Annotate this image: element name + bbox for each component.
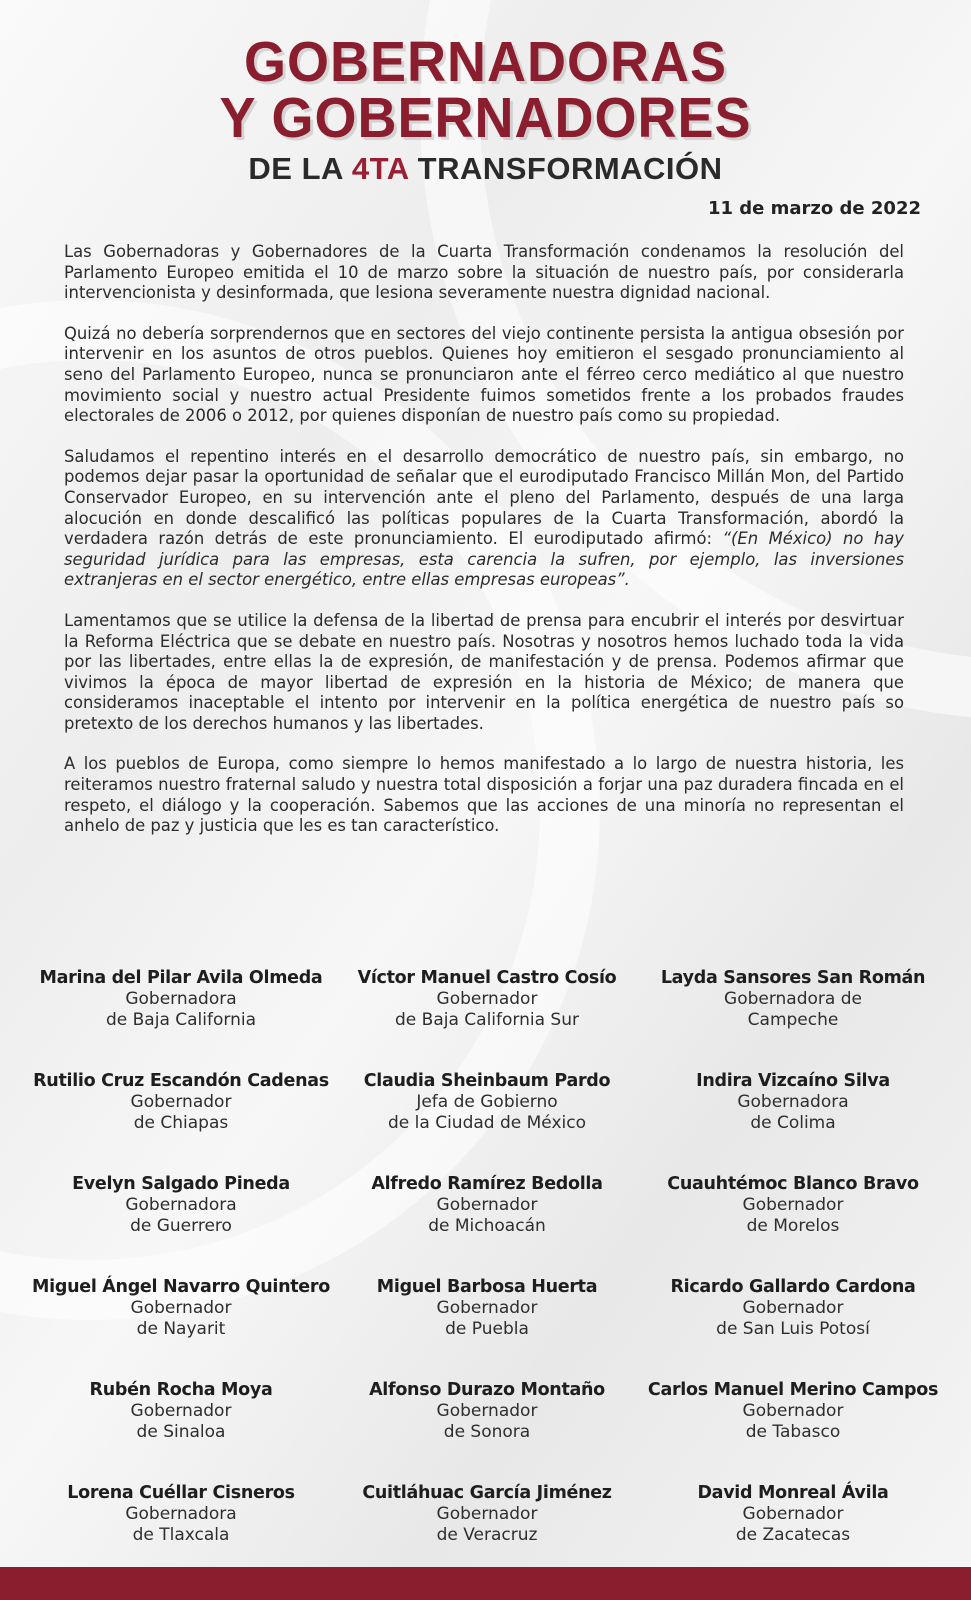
signatory-name: Indira Vizcaíno Silva [696, 1071, 890, 1091]
signatory-state: de Guerrero [130, 1216, 232, 1236]
signatory-name: Layda Sansores San Román [660, 968, 926, 988]
signatory-state: de la Ciudad de México [388, 1113, 586, 1133]
signatory-role: Gobernadora [125, 989, 237, 1009]
signatory-role: Gobernador [130, 1092, 232, 1112]
paragraph-5: A los pueblos de Europa, como siempre lo hemos manifestado a lo largo de nuestra historia, les reiteramos nuestro fraternal saludo y nuestra total disposición a forjar una paz duradera fincada en el respeto, el diálogo y la cooperación. Sabemos que las acciones de una minoría no representan el anhelo de paz y justicia que les es tan característico. [64, 754, 904, 836]
signatory-state: de Morelos [746, 1216, 840, 1236]
signature-block [334, 1071, 640, 1134]
signatory-role: Gobernadora de [724, 989, 862, 1009]
letterhead [0, 30, 971, 188]
signatory-role: Gobernadora [737, 1092, 849, 1112]
signature-block [640, 1174, 946, 1237]
signature-block [334, 968, 640, 1031]
signature-block [28, 1174, 334, 1237]
signatory-name: Cuitláhuac García Jiménez [362, 1483, 612, 1503]
signature-block [640, 1380, 946, 1443]
signatory-state: de Michoacán [428, 1216, 546, 1236]
signatory-name: Cuauhtémoc Blanco Bravo [667, 1174, 919, 1194]
paragraph-3 [64, 447, 904, 591]
signature-block [334, 1380, 640, 1443]
signatory-name: Rubén Rocha Moya [89, 1380, 273, 1400]
signatory-name: Marina del Pilar Avila Olmeda [39, 968, 323, 988]
signatory-role: Gobernador [130, 1401, 232, 1421]
signatory-state: de Nayarit [136, 1319, 226, 1339]
letter-body [64, 242, 904, 857]
signatory-state: de Baja California [105, 1010, 256, 1030]
signatory-state: de Sonora [443, 1422, 531, 1442]
signatory-role: Gobernadora [125, 1504, 237, 1524]
signature-block [640, 1277, 946, 1340]
signature-block [28, 1483, 334, 1546]
signatory-role: Gobernador [436, 989, 538, 1009]
signatory-name: Evelyn Salgado Pineda [72, 1174, 290, 1194]
signatory-state: de Zacatecas [735, 1525, 851, 1545]
footer-bar [0, 1567, 971, 1600]
signatory-name: Miguel Barbosa Huerta [376, 1277, 598, 1297]
subtitle-post: TRANSFORMACIÓN [408, 151, 723, 186]
signature-block [334, 1277, 640, 1340]
signatory-role: Gobernador [436, 1504, 538, 1524]
signatory-name: Alfredo Ramírez Bedolla [371, 1174, 603, 1194]
paragraph-3-quote: “(En México) no hay seguridad jurídica para las empresas, esta carencia la sufren, por ejemplo, las inversiones extranjeras en el sector energético, entre ellas empresas europeas”. [64, 529, 904, 590]
subtitle [0, 150, 971, 188]
signatory-name: Carlos Manuel Merino Campos [647, 1380, 939, 1400]
paragraph-2: Quizá no debería sorprendernos que en sectores del viejo continente persista la antigua obsesión por intervenir en los asuntos de otros pueblos. Quienes hoy emitieron el sesgado pronunciamiento al seno del Parlamento Europeo, nunca se pronunciaron ante el férreo cerco mediático al que nuestro movimiento social y nuestro actual Presidente fuimos sometidos frente a los probados fraudes electorales de 2006 o 2012, por quienes disponían de nuestro país como su propiedad. [64, 323, 904, 426]
paragraph-1: Las Gobernadoras y Gobernadores de la Cuarta Transformación condenamos la resolución del Parlamento Europeo emitida el 10 de marzo sobre la situación de nuestro país, por considerarla intervencionista y desinformada, que lesiona severamente nuestra dignidad nacional. [64, 242, 904, 303]
signatory-state: de Colima [750, 1113, 836, 1133]
signatory-role: Gobernador [436, 1298, 538, 1318]
signature-block [640, 1071, 946, 1134]
signatory-role: Gobernador [742, 1298, 844, 1318]
signatory-state: Campeche [747, 1010, 839, 1030]
signatory-role: Jefa de Gobierno [416, 1092, 558, 1112]
signature-block [640, 968, 946, 1031]
signature-block [334, 1483, 640, 1546]
signatory-name: Claudia Sheinbaum Pardo [363, 1071, 611, 1091]
signatory-state: de Tlaxcala [132, 1525, 230, 1545]
signatory-name: Miguel Ángel Navarro Quintero [32, 1277, 330, 1297]
signatory-role: Gobernador [742, 1401, 844, 1421]
signatory-state: de Chiapas [133, 1113, 229, 1133]
signatory-state: de Sinaloa [136, 1422, 226, 1442]
signatory-name: Ricardo Gallardo Cardona [670, 1277, 916, 1297]
signature-block [28, 968, 334, 1031]
signatory-state: de Puebla [445, 1319, 529, 1339]
signature-block [640, 1483, 946, 1546]
signatory-state: de Veracruz [436, 1525, 538, 1545]
signatory-role: Gobernador [742, 1195, 844, 1215]
title-line-2: Y GOBERNADORES [219, 86, 752, 150]
signatory-state: de Tabasco [745, 1422, 841, 1442]
signatory-role: Gobernadora [125, 1195, 237, 1215]
signature-block [28, 1071, 334, 1134]
document-date: 11 de marzo de 2022 [707, 198, 921, 219]
subtitle-accent: 4TA [351, 151, 409, 186]
signatory-name: David Monreal Ávila [697, 1483, 889, 1503]
signature-block [28, 1380, 334, 1443]
title-line-1: GOBERNADORAS [243, 30, 728, 94]
signatory-name: Alfonso Durazo Montaño [369, 1380, 605, 1400]
signatory-state: de San Luis Potosí [716, 1319, 870, 1339]
signatory-role: Gobernador [436, 1401, 538, 1421]
signatory-name: Víctor Manuel Castro Cosío [357, 968, 617, 988]
signatures-grid [28, 968, 946, 1546]
subtitle-pre: DE LA [248, 151, 352, 186]
signatory-name: Rutilio Cruz Escandón Cadenas [33, 1071, 329, 1091]
signatory-role: Gobernador [130, 1298, 232, 1318]
signatory-state: de Baja California Sur [395, 1010, 579, 1030]
signatory-role: Gobernador [436, 1195, 538, 1215]
signatory-name: Lorena Cuéllar Cisneros [67, 1483, 295, 1503]
signature-block [28, 1277, 334, 1340]
signature-block [334, 1174, 640, 1237]
paragraph-4: Lamentamos que se utilice la defensa de la libertad de prensa para encubrir el interés por desvirtuar la Reforma Eléctrica que se debate en nuestro país. Nosotras y nosotros hemos luchado toda la vida por las libertades, entre ellas la de expresión, de manifestación y de prensa. Podemos afirmar que vivimos la época de mayor libertad de expresión en la historia de México; de manera que consideramos inaceptable el intento por intervenir en la política energética de nuestro país so pretexto de los derechos humanos y las libertades. [64, 610, 904, 733]
paragraph-3-text: Saludamos el repentino interés en el desarrollo democrático de nuestro país, sin embargo, no podemos dejar pasar la oportunidad de señalar que el eurodiputado Francisco Millán Mon, del Partido Conservador Europeo, en su intervención ante el pleno del Parlamento, después de una larga alocución en donde descalificó las políticas populares de la Cuarta Transformación, abordó la verdadera razón detrás de este pronunciamiento. El eurodiputado afirmó: [64, 446, 904, 549]
signatory-role: Gobernador [742, 1504, 844, 1524]
